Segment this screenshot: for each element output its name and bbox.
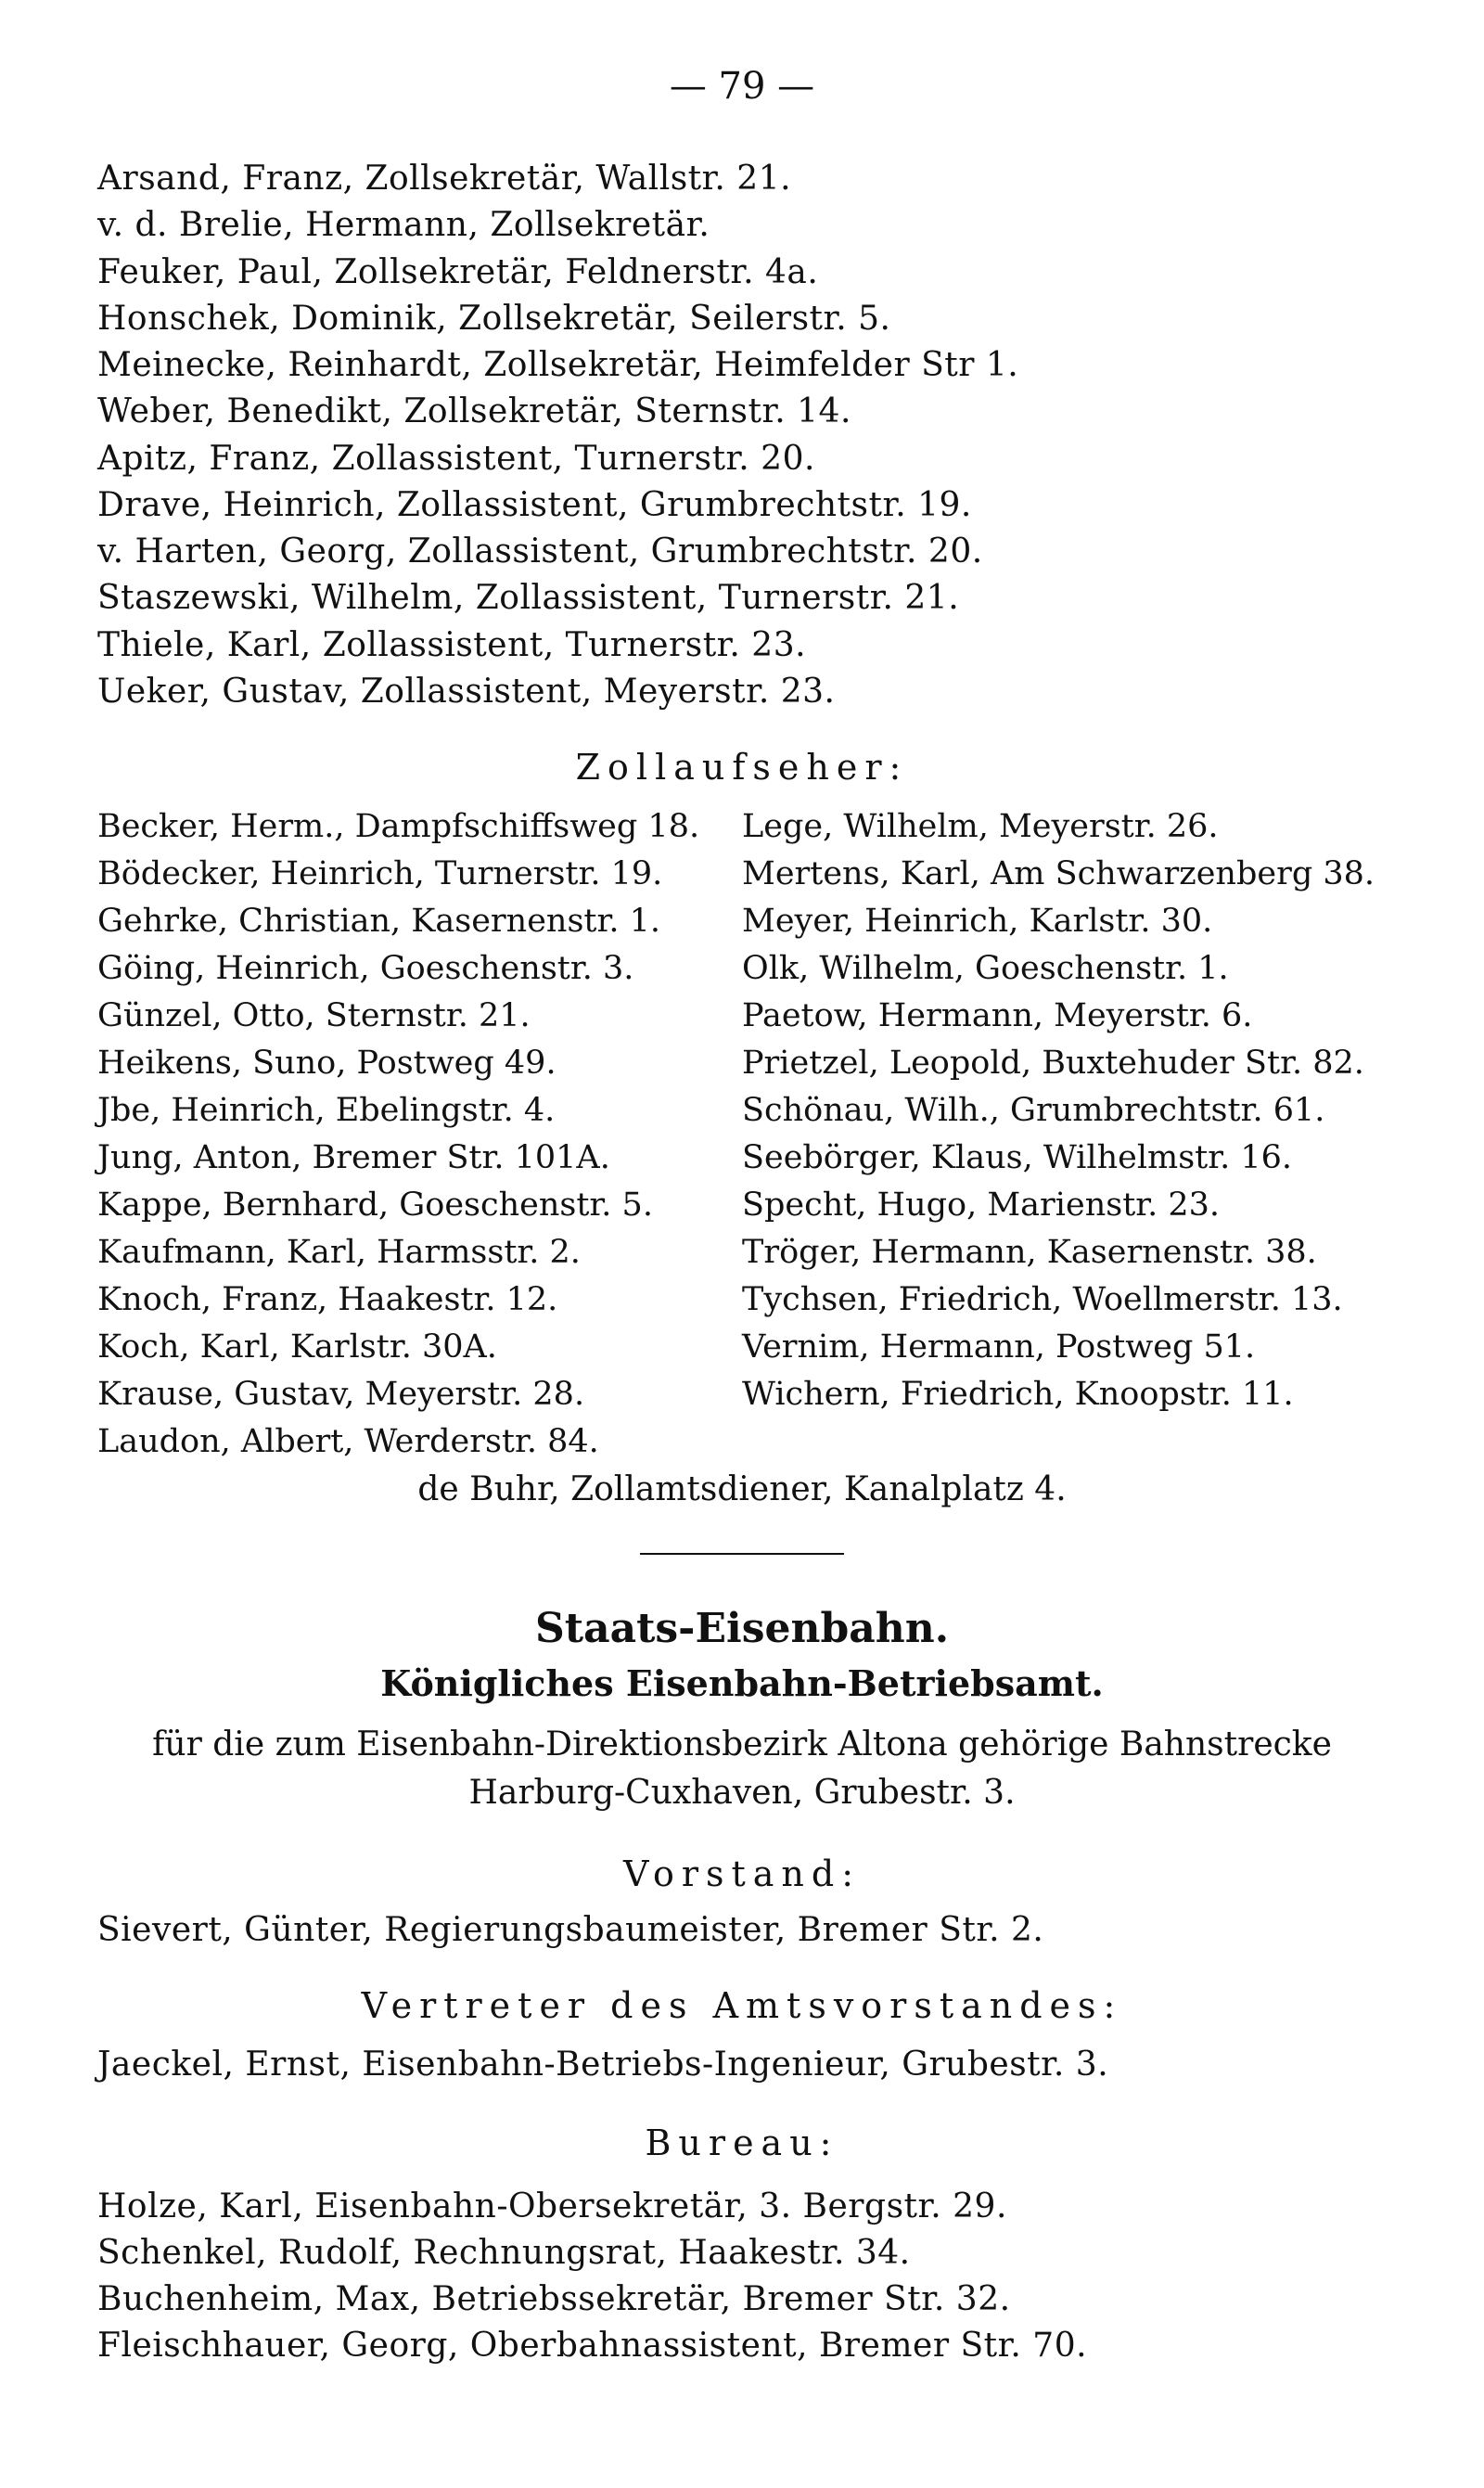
list-item: Knoch, Franz, Haakestr. 12.	[97, 1281, 558, 1318]
vorstand-heading: Vorstand:	[622, 1853, 862, 1894]
page-number: — 79 —	[669, 65, 815, 108]
list-item: Günzel, Otto, Sternstr. 21.	[97, 997, 531, 1034]
official-entry: Honschek, Dominik, Zollsekretär, Seilerstr. 5.	[97, 300, 891, 338]
list-item: Kaufmann, Karl, Harmsstr. 2.	[97, 1234, 581, 1271]
list-item: Heikens, Suno, Postweg 49.	[97, 1045, 556, 1082]
bureau-entry: Schenkel, Rudolf, Rechnungsrat, Haakestr. 34.	[97, 2234, 911, 2272]
list-item: Vernim, Hermann, Postweg 51.	[742, 1328, 1256, 1366]
official-entry: Apitz, Franz, Zollassistent, Turnerstr. 20.	[97, 440, 815, 478]
list-item: Olk, Wilhelm, Goeschenstr. 1.	[742, 950, 1229, 987]
list-item: Jung, Anton, Bremer Str. 101A.	[97, 1139, 610, 1176]
official-entry: Staszewski, Wilhelm, Zollassistent, Turnerstr. 21.	[97, 579, 960, 617]
list-item: Jbe, Heinrich, Ebelingstr. 4.	[97, 1092, 556, 1129]
bureau-heading: Bureau:	[645, 2122, 839, 2163]
zollaufseher-left-column	[97, 803, 699, 1466]
vorstand-entry: Sievert, Günter, Regierungsbaumeister, Bremer Str. 2.	[97, 1911, 1044, 1949]
official-entry: Meinecke, Reinhardt, Zollsekretär, Heimfelder Str 1.	[97, 346, 1019, 384]
list-item: Bödecker, Heinrich, Turnerstr. 19.	[97, 855, 663, 892]
bureau-entry: Holze, Karl, Eisenbahn-Obersekretär, 3. Bergstr. 29.	[97, 2187, 1007, 2225]
vertreter-entry: Jaeckel, Ernst, Eisenbahn-Betriebs-Ingenieur, Grubestr. 3.	[97, 2046, 1109, 2084]
section-divider	[640, 1553, 844, 1555]
official-entry: v. d. Brelie, Hermann, Zollsekretär.	[97, 206, 710, 244]
list-item: Specht, Hugo, Marienstr. 23.	[742, 1186, 1221, 1224]
list-item: Meyer, Heinrich, Karlstr. 30.	[742, 903, 1213, 940]
official-entry: Ueker, Gustav, Zollassistent, Meyerstr. 23.	[97, 673, 836, 711]
official-entry: Thiele, Karl, Zollassistent, Turnerstr. 23.	[97, 626, 807, 664]
section-subtitle: Königliches Eisenbahn-Betriebsamt.	[380, 1662, 1104, 1704]
zollaufseher-heading: Zollaufseher:	[575, 747, 909, 788]
list-item: Wichern, Friedrich, Knoopstr. 11.	[742, 1376, 1294, 1413]
section-title: Staats-Eisenbahn.	[534, 1605, 950, 1652]
zollaufseher-right-column	[742, 803, 1375, 1418]
list-item: Krause, Gustav, Meyerstr. 28.	[97, 1376, 585, 1413]
list-item: Mertens, Karl, Am Schwarzenberg 38.	[742, 855, 1375, 892]
official-entry: Weber, Benedikt, Zollsekretär, Sternstr. 14.	[97, 392, 851, 430]
bureau-entry: Buchenheim, Max, Betriebssekretär, Bremer Str. 32.	[97, 2280, 1011, 2318]
vertreter-heading: Vertreter des Amtsvorstandes:	[361, 1985, 1123, 2026]
list-item: Kappe, Bernhard, Goeschenstr. 5.	[97, 1186, 653, 1224]
list-item: Paetow, Hermann, Meyerstr. 6.	[742, 997, 1253, 1034]
official-entry: Arsand, Franz, Zollsekretär, Wallstr. 21.	[97, 160, 792, 198]
section-description: Harburg-Cuxhaven, Grubestr. 3.	[468, 1774, 1016, 1812]
list-item: Tychsen, Friedrich, Woellmerstr. 13.	[742, 1281, 1343, 1318]
list-item: Göing, Heinrich, Goeschenstr. 3.	[97, 950, 634, 987]
bureau-entry: Fleischhauer, Georg, Oberbahnassistent, Bremer Str. 70.	[97, 2327, 1088, 2365]
official-entry: v. Harten, Georg, Zollassistent, Grumbrechtstr. 20.	[97, 532, 983, 571]
list-item: Lege, Wilhelm, Meyerstr. 26.	[742, 808, 1219, 845]
list-item: Seebörger, Klaus, Wilhelmstr. 16.	[742, 1139, 1293, 1176]
list-item: Schönau, Wilh., Grumbrechtstr. 61.	[742, 1092, 1325, 1129]
list-item: Prietzel, Leopold, Buxtehuder Str. 82.	[742, 1045, 1364, 1082]
list-item: Gehrke, Christian, Kasernenstr. 1.	[97, 903, 661, 940]
section-description: für die zum Eisenbahn-Direktionsbezirk Altona gehörige Bahnstrecke	[152, 1725, 1332, 1763]
official-entry: Feuker, Paul, Zollsekretär, Feldnerstr. 4a.	[97, 253, 819, 291]
list-item: Koch, Karl, Karlstr. 30A.	[97, 1328, 497, 1366]
official-entry: Drave, Heinrich, Zollassistent, Grumbrechtstr. 19.	[97, 486, 972, 524]
list-item: Laudon, Albert, Werderstr. 84.	[97, 1423, 599, 1460]
zollamtsdiener-entry: de Buhr, Zollamtsdiener, Kanalplatz 4.	[417, 1470, 1067, 1508]
list-item: Tröger, Hermann, Kasernenstr. 38.	[742, 1234, 1317, 1271]
list-item: Becker, Herm., Dampfschiffsweg 18.	[97, 808, 700, 845]
